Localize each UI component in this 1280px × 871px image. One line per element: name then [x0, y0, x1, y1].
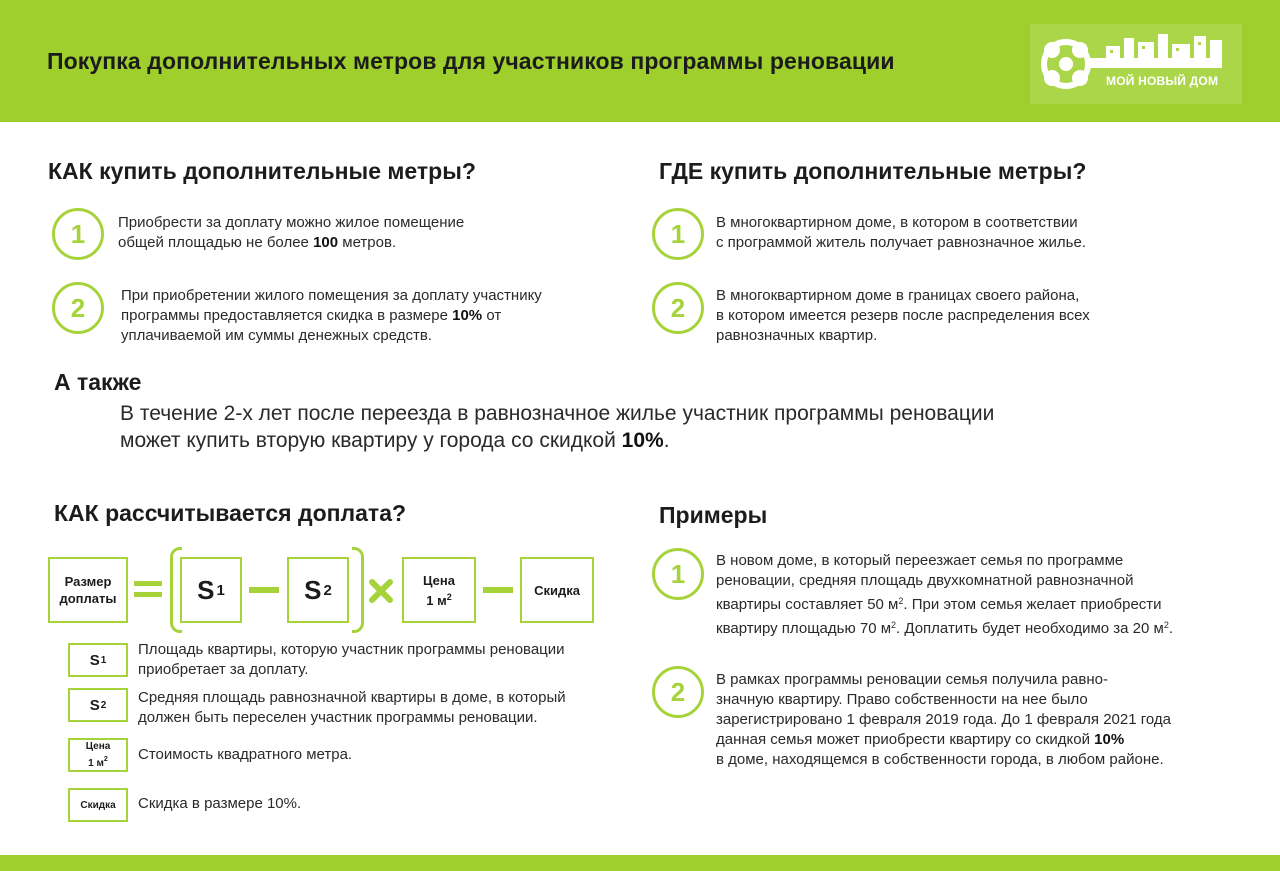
legend-s2-text: Средняя площадь равнозначной квартиры в доме, в который должен быть переселен участник программы реновации. — [138, 689, 566, 726]
formula-s2-box: S 2 — [287, 557, 349, 623]
logo-text: МОЙ НОВЫЙ ДОМ — [1106, 74, 1219, 88]
multiply-icon — [368, 578, 394, 604]
where-buy-item-2-text: В многоквартирном доме в границах своего района, в котором имеется резерв после распределения всех равнозначных квартир. — [716, 287, 1090, 344]
formula-payment-box: Размер доплаты — [48, 557, 128, 623]
footer-bar — [0, 855, 1280, 871]
where-buy-number-2: 2 — [652, 282, 704, 334]
legend-s1-box: S 1 — [68, 643, 128, 677]
formula-s1-box: S 1 — [180, 557, 242, 623]
where-buy-title: ГДЕ купить дополнительные метры? — [659, 158, 1087, 184]
formula-discount-box: Скидка — [520, 557, 594, 623]
where-buy-item-1-text: В многоквартирном доме, в котором в соответствии с программой житель получает равнозначное жилье. — [716, 214, 1086, 251]
page-title: Покупка дополнительных метров для участников программы реновации — [47, 48, 895, 74]
equals-icon-bar — [134, 592, 162, 597]
example-2-text: В рамках программы реновации семья получила равно- значную квартиру. Право собственности на нее было зарегистрировано 1 февраля 2019 года. До 1 февраля 2021 года данная семья может приобрести квартиру со скидкой 10% в доме, находящемся в собственности города, в любом районе. — [716, 671, 1171, 768]
example-number-1: 1 — [652, 548, 704, 600]
legend-price-box: Цена 1 $м^2$ — [68, 738, 128, 772]
example-1-text: В новом доме, в который переезжает семья по программе реновации, средняя площадь двухкомнатной равнозначной квартиры составляет 50 $м^2$. При этом семья желает приобрести квартиру площадью 70 $м^2$. Доплатить будет необходимо за 20 $м^2$. — [716, 552, 1174, 637]
examples-title: Примеры — [659, 502, 768, 528]
header-bar — [0, 0, 1280, 122]
how-buy-number-1: 1 — [52, 208, 104, 260]
where-buy-number-1: 1 — [652, 208, 704, 260]
logo — [1030, 24, 1242, 104]
equals-icon — [134, 581, 162, 586]
also-title: А также — [54, 369, 142, 395]
legend-discount-box: Скидка — [68, 788, 128, 822]
how-buy-number-2: 2 — [52, 282, 104, 334]
legend-price-text: Стоимость квадратного метра. — [138, 746, 353, 763]
calc-title: КАК рассчитывается доплата? — [54, 500, 407, 526]
minus-icon-2 — [483, 587, 513, 593]
formula-price-box: Цена 1 $м^2$ — [402, 557, 476, 623]
how-buy-title: КАК купить дополнительные метры? — [48, 158, 476, 184]
legend-s2-box: S 2 — [68, 688, 128, 722]
key-house-logo-icon — [1030, 24, 1242, 104]
legend-discount-text: Скидка в размере 10%. — [138, 795, 302, 812]
also-text: В течение 2-х лет после переезда в равнозначное жилье участник программы реновации может купить вторую квартиру у города со скидкой 10%. — [120, 402, 995, 452]
how-buy-item-2-text: При приобретении жилого помещения за доплату участнику программы предоставляется скидка в размере 10% от уплачиваемой им суммы денежных средств. — [121, 287, 542, 344]
minus-icon — [249, 587, 279, 593]
legend-s1-text: Площадь квартиры, которую участник программы реновации приобретает за доплату. — [138, 641, 565, 678]
how-buy-item-1-text: Приобрести за доплату можно жилое помещение общей площадью не более 100 метров. — [118, 214, 465, 251]
example-number-2: 2 — [652, 666, 704, 718]
